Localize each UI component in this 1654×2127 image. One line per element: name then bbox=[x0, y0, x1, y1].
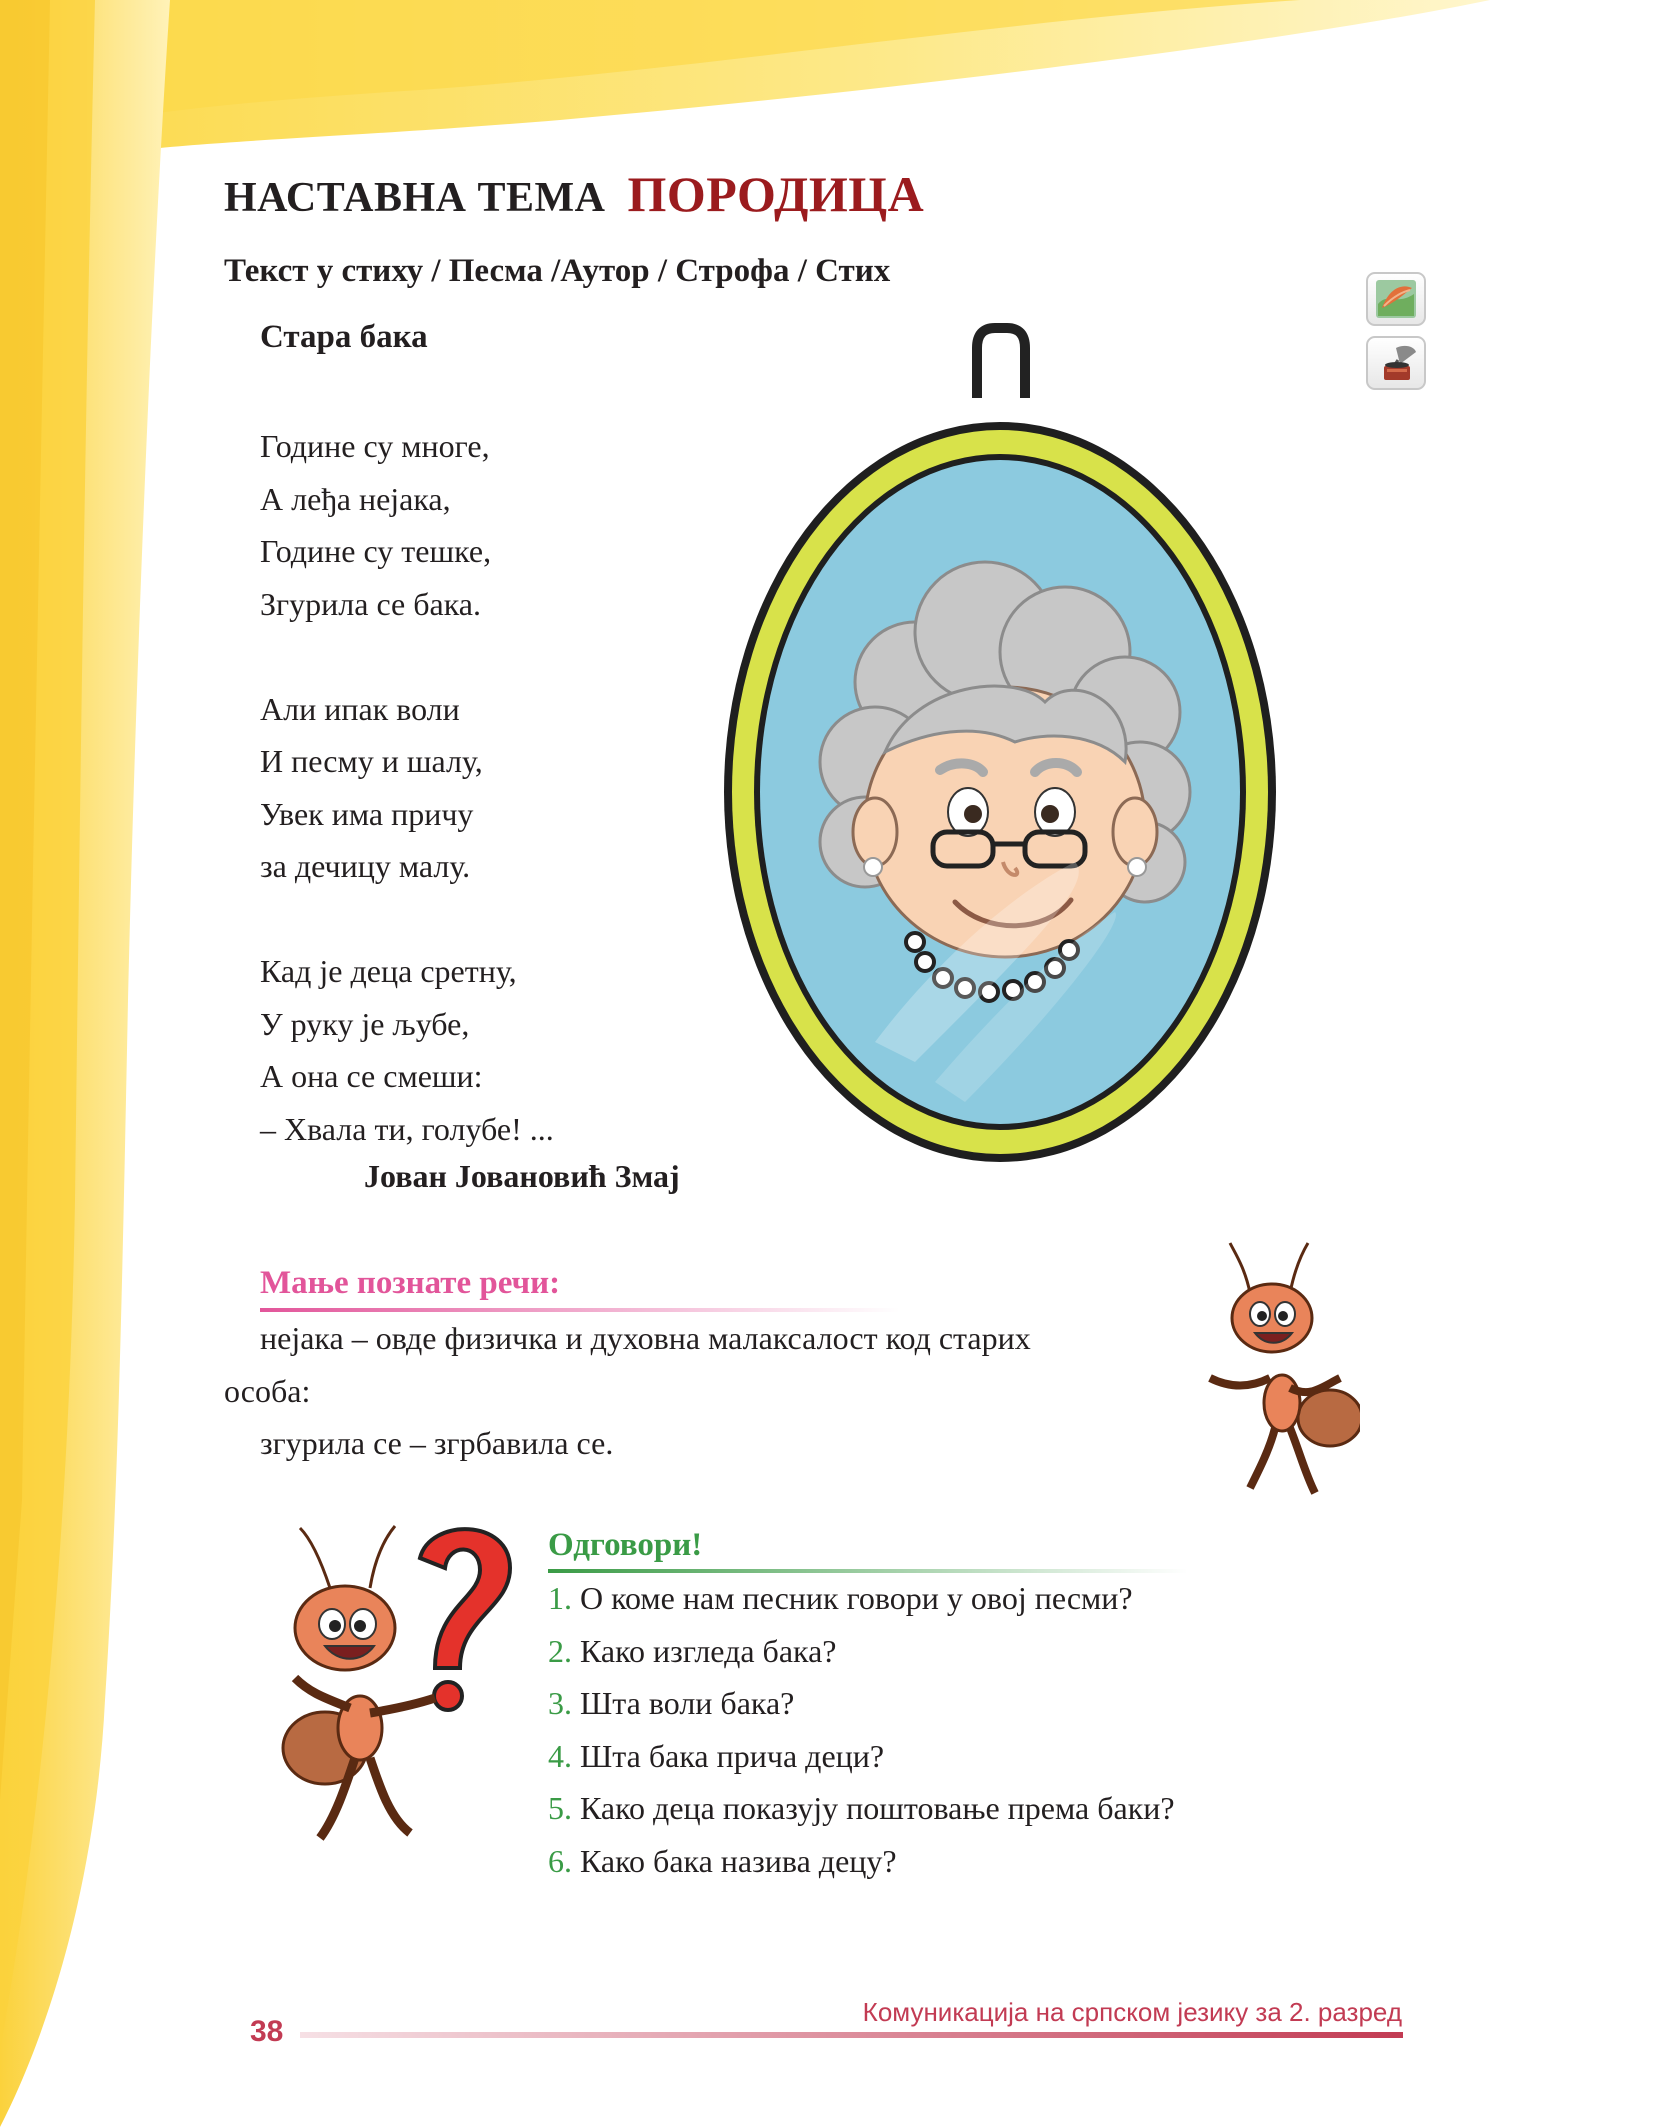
question-number: 6. bbox=[548, 1842, 572, 1879]
book-title: Комуникација на српском језику за 2. разред bbox=[862, 1997, 1402, 2027]
question-item bbox=[548, 1730, 1175, 1783]
theme-name: ПОРОДИЦА bbox=[627, 166, 925, 222]
poem-verse: за дечицу малу. bbox=[260, 848, 471, 884]
waving-ant-illustration bbox=[1190, 1238, 1360, 1508]
poem-verse: Године су многе, bbox=[260, 428, 490, 464]
lesson-title bbox=[224, 165, 924, 223]
question-item bbox=[548, 1782, 1175, 1835]
question-text: Како деца показују поштовање према баки? bbox=[580, 1790, 1175, 1826]
question-item bbox=[548, 1835, 1175, 1888]
picture-button[interactable] bbox=[1366, 272, 1426, 326]
poem-verse: Али ипак воли bbox=[260, 690, 460, 727]
audio-button[interactable] bbox=[1366, 336, 1426, 390]
question-number: 2. bbox=[548, 1632, 572, 1669]
picture-icon bbox=[1374, 278, 1418, 320]
question-number: 4. bbox=[548, 1737, 572, 1774]
question-item bbox=[548, 1625, 1175, 1678]
question-number: 5. bbox=[548, 1790, 572, 1826]
question-item bbox=[548, 1677, 1175, 1730]
poem-stanza bbox=[260, 945, 554, 1155]
poem-verse: – Хвала ти, голубе! ... bbox=[260, 1110, 554, 1147]
question-text: Како изгледа бака? bbox=[580, 1632, 837, 1669]
theme-label: НАСТАВНА ТЕМА bbox=[224, 175, 606, 221]
poem-verse: А она се смеши: bbox=[260, 1058, 483, 1094]
questions-heading: Одговори! bbox=[548, 1527, 703, 1563]
poem-stanza bbox=[260, 420, 554, 630]
vocabulary-item: згурила се – згрбавила се. bbox=[260, 1425, 614, 1461]
vocabulary-heading: Мање познате речи: bbox=[260, 1265, 561, 1301]
question-text: О коме нам песник говори у овој песми? bbox=[580, 1580, 1133, 1616]
question-text: Како бака назива децу? bbox=[580, 1842, 897, 1879]
poem-body bbox=[260, 420, 554, 1208]
vocabulary-item: нејака – овде физичка и духовна малаксалост код старих bbox=[260, 1320, 1031, 1356]
poem-verse: А леђа нејака, bbox=[260, 480, 451, 517]
question-number: 3. bbox=[548, 1685, 572, 1721]
question-item bbox=[548, 1572, 1175, 1625]
poem-verse: Године су тешке, bbox=[260, 533, 492, 569]
poem-author: Јован Јовановић Змај bbox=[364, 1158, 680, 1194]
vocabulary-list bbox=[224, 1312, 1144, 1470]
footer-divider bbox=[300, 2032, 1403, 2038]
question-text: Шта воли бака? bbox=[580, 1685, 795, 1721]
gramophone-icon bbox=[1374, 342, 1418, 386]
poem-stanza bbox=[260, 683, 554, 893]
grandmother-portrait-illustration bbox=[715, 322, 1285, 1168]
poem-title: Стара бака bbox=[260, 319, 428, 355]
question-text: Шта бака прича деци? bbox=[580, 1737, 885, 1774]
page-number: 38 bbox=[250, 2015, 284, 2048]
poem-verse: Увек има причу bbox=[260, 795, 474, 832]
poem-verse: И песму и шалу, bbox=[260, 743, 483, 779]
poem-verse: Кад је деца сретну, bbox=[260, 953, 517, 989]
lesson-subtitle: Текст у стиху / Песма /Аутор / Строфа / Стих bbox=[224, 253, 891, 289]
poem-verse: У руку је љубе, bbox=[260, 1005, 470, 1042]
poem-verse: Згурила се бака. bbox=[260, 585, 481, 622]
question-number: 1. bbox=[548, 1580, 572, 1616]
vocabulary-item-continuation: особа: bbox=[224, 1372, 311, 1409]
question-ant-illustration bbox=[270, 1518, 520, 1848]
question-list bbox=[548, 1572, 1175, 1887]
